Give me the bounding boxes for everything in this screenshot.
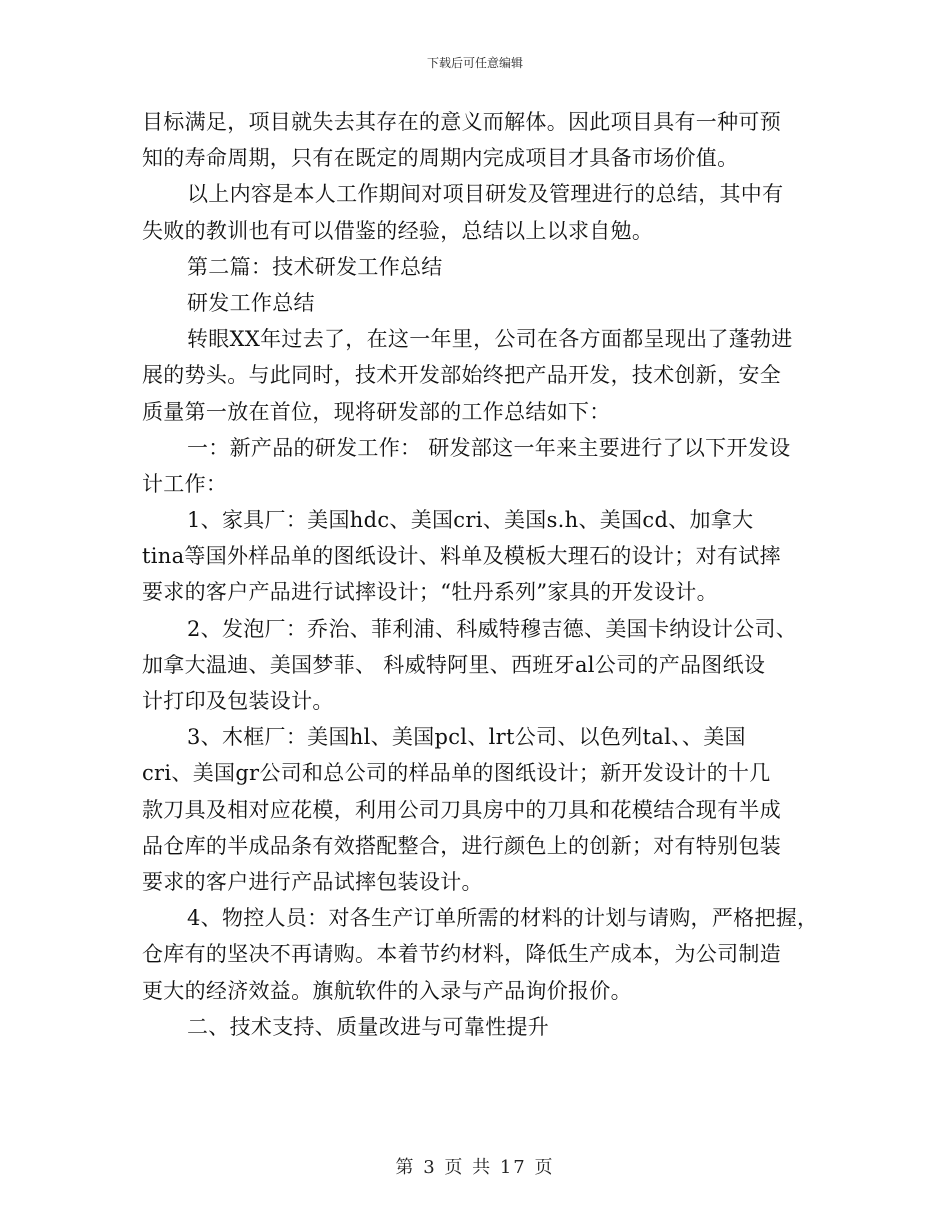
text-line: 质量第一放在首位，现将研发部的工作总结如下： (142, 399, 611, 424)
text-line: 转眼XX年过去了，在这一年里，公司在各方面都呈现出了蓬勃进 (187, 327, 793, 352)
text-line: 2、发泡厂：乔治、菲利浦、科威特穆吉德、美国卡纳设计公司、 (187, 616, 798, 641)
text-line: 款刀具及相对应花模，利用公司刀具房中的刀具和花模结合现有半成 (142, 797, 781, 822)
text-line: 3、木框厂：美国hl、美国pcl、lrt公司、以色列tal、、美国 (187, 725, 746, 750)
text-line: 计打印及包装设计。 (142, 689, 334, 713)
text-line: 计工作： (142, 471, 228, 496)
text-line: 要求的客户产品进行试摔设计；“牡丹系列”家具的开发设计。 (142, 580, 718, 605)
text-line: 研发工作总结 (187, 290, 315, 315)
text-line: 二、技术支持、质量改进与可靠性提升 (187, 1014, 550, 1039)
text-line: 1、家具厂：美国hdc、美国cri、美国s.h、美国cd、加拿大 (187, 508, 754, 533)
text-line: 要求的客户进行产品试摔包装设计。 (142, 869, 483, 894)
text-line: 4、物控人员：对各生产订单所需的材料的计划与请购，严格把握， (187, 906, 819, 931)
text-line: 更大的经济效益。旗航软件的入录与产品询价报价。 (142, 978, 632, 1003)
page-footer: 第 3 页 共 17 页 (395, 1157, 555, 1178)
text-line: 目标满足，项目就失去其存在的意义而解体。因此项目具有一种可预 (142, 110, 781, 134)
text-line: 加拿大温迪、美国梦菲、 科威特阿里、西班牙al公司的产品图纸设 (142, 652, 766, 677)
document-body (142, 104, 819, 1045)
text-line: 以上内容是本人工作期间对项目研发及管理进行的总结，其中有 (187, 182, 784, 207)
text-line: 一：新产品的研发工作： 研发部这一年来主要进行了以下开发设 (187, 435, 791, 460)
text-line: 失败的教训也有可以借鉴的经验，总结以上以求自勉。 (142, 218, 654, 243)
text-line: 展的势头。与此同时，技术开发部始终把产品开发，技术创新，安全 (142, 363, 781, 388)
text-line: 品仓库的半成品条有效搭配整合，进行颜色上的创新；对有特别包装 (142, 833, 781, 858)
text-line: cri、美国gr公司和总公司的样品单的图纸设计；新开发设计的十几 (142, 761, 771, 786)
page-header: 下载后可任意编辑 (426, 56, 523, 70)
text-line: 仓库有的坚决不再请购。本着节约材料，降低生产成本，为公司制造 (142, 942, 781, 967)
text-line: 知的寿命周期，只有在既定的周期内完成项目才具备市场价值。 (142, 146, 739, 171)
text-line: tina等国外样品单的图纸设计、料单及模板大理石的设计；对有试摔 (142, 544, 781, 569)
text-line: 第二篇：技术研发工作总结 (187, 254, 443, 279)
